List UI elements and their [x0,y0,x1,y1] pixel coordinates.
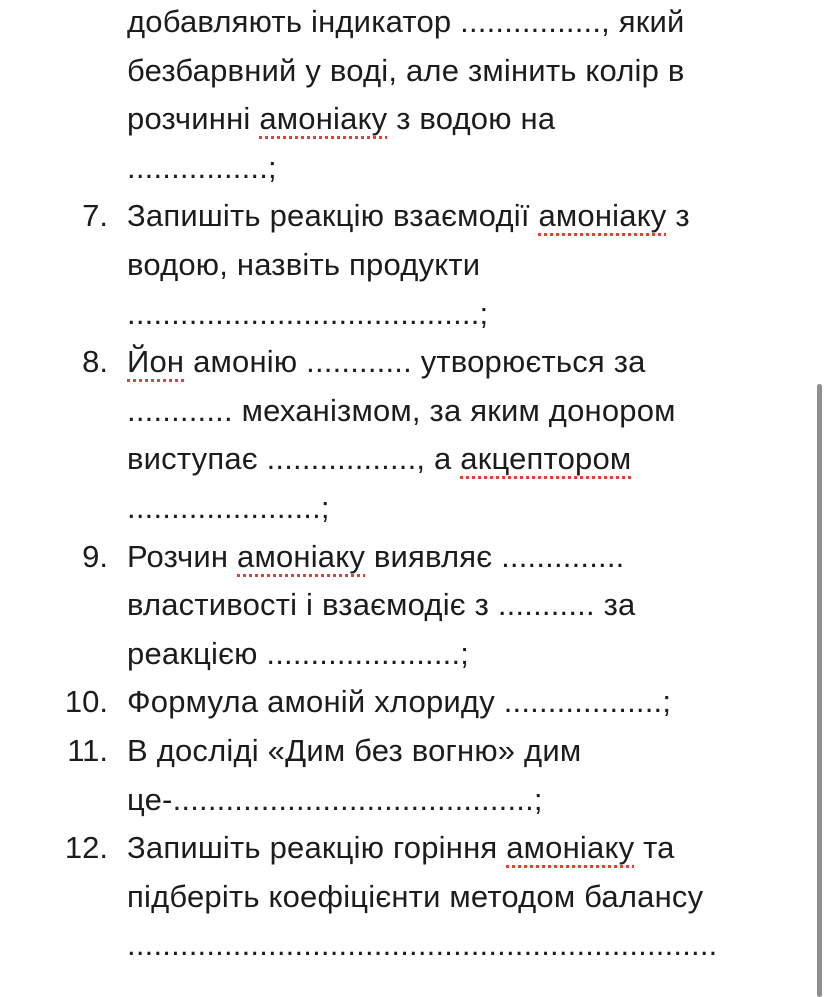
misspelled-word: Йон [127,344,185,380]
text-line [127,484,330,532]
misspelled-word: амоніаку [538,198,667,234]
text-segment: це-.........................................; [127,781,543,817]
text-line [127,0,685,46]
text-segment: реакцією ......................; [127,635,470,671]
text-line [127,241,480,289]
text-segment: властивості і взаємодіє з ........... за [127,587,636,623]
list-item-number: 10. [64,684,108,720]
list-item-number: 8. [82,344,108,380]
text-line [127,95,555,143]
text-line [127,581,635,629]
text-line [127,776,543,824]
misspelled-word: амоніаку [506,830,635,866]
text-segment: В досліді «Дим без вогню» дим [127,733,582,768]
list-item-number: 11. [67,733,108,768]
text-line [127,290,488,338]
text-line [127,824,675,872]
misspelled-word: амоніаку [259,101,388,137]
misspelled-word: акцептором [460,441,632,477]
text-segment: Формула амоній хлориду ..................; [127,684,672,720]
list-item-number: 9. [82,538,108,574]
text-segment: Запишіть реакцію взаємодії [127,198,539,234]
text-segment: водою, назвіть продукти [127,247,481,282]
text-segment: амонію ............ утворюється за [184,344,646,380]
text-line [127,192,690,240]
list-item-number: 7. [82,198,108,234]
text-line [127,144,277,192]
text-segment: Розчин [127,538,237,574]
text-line [127,47,685,95]
text-segment: ................................................................... [127,927,718,963]
text-line [127,727,581,775]
text-line [127,533,625,581]
text-line [127,387,676,435]
vertical-scrollbar[interactable] [817,384,822,997]
text-segment: виступає ................., а [127,441,461,477]
text-segment: добавляють індикатор ................, який [127,4,685,39]
text-line [127,435,631,483]
text-segment: ................; [127,149,277,185]
text-line [127,630,469,678]
text-segment: та [634,830,675,866]
text-line [127,338,646,386]
text-segment: розчинні [127,101,260,137]
text-segment: Запишіть реакцію горіння [127,830,507,866]
text-line [127,678,671,726]
misspelled-word: амоніаку [237,538,366,574]
text-segment: підберіть коефіцієнти методом балансу [127,878,704,914]
text-segment: ............ механізмом, за яким донором [127,392,676,428]
text-line [127,873,703,921]
text-segment: безбарвний у воді, але змінить колір в [127,52,685,88]
text-segment: виявляє .............. [365,538,625,574]
text-segment: з водою на [387,101,556,137]
list-item-number: 12. [64,830,108,866]
text-segment: ........................................; [127,295,489,331]
text-line [127,921,717,969]
text-segment: ......................; [127,490,330,525]
text-segment: з [666,198,690,234]
